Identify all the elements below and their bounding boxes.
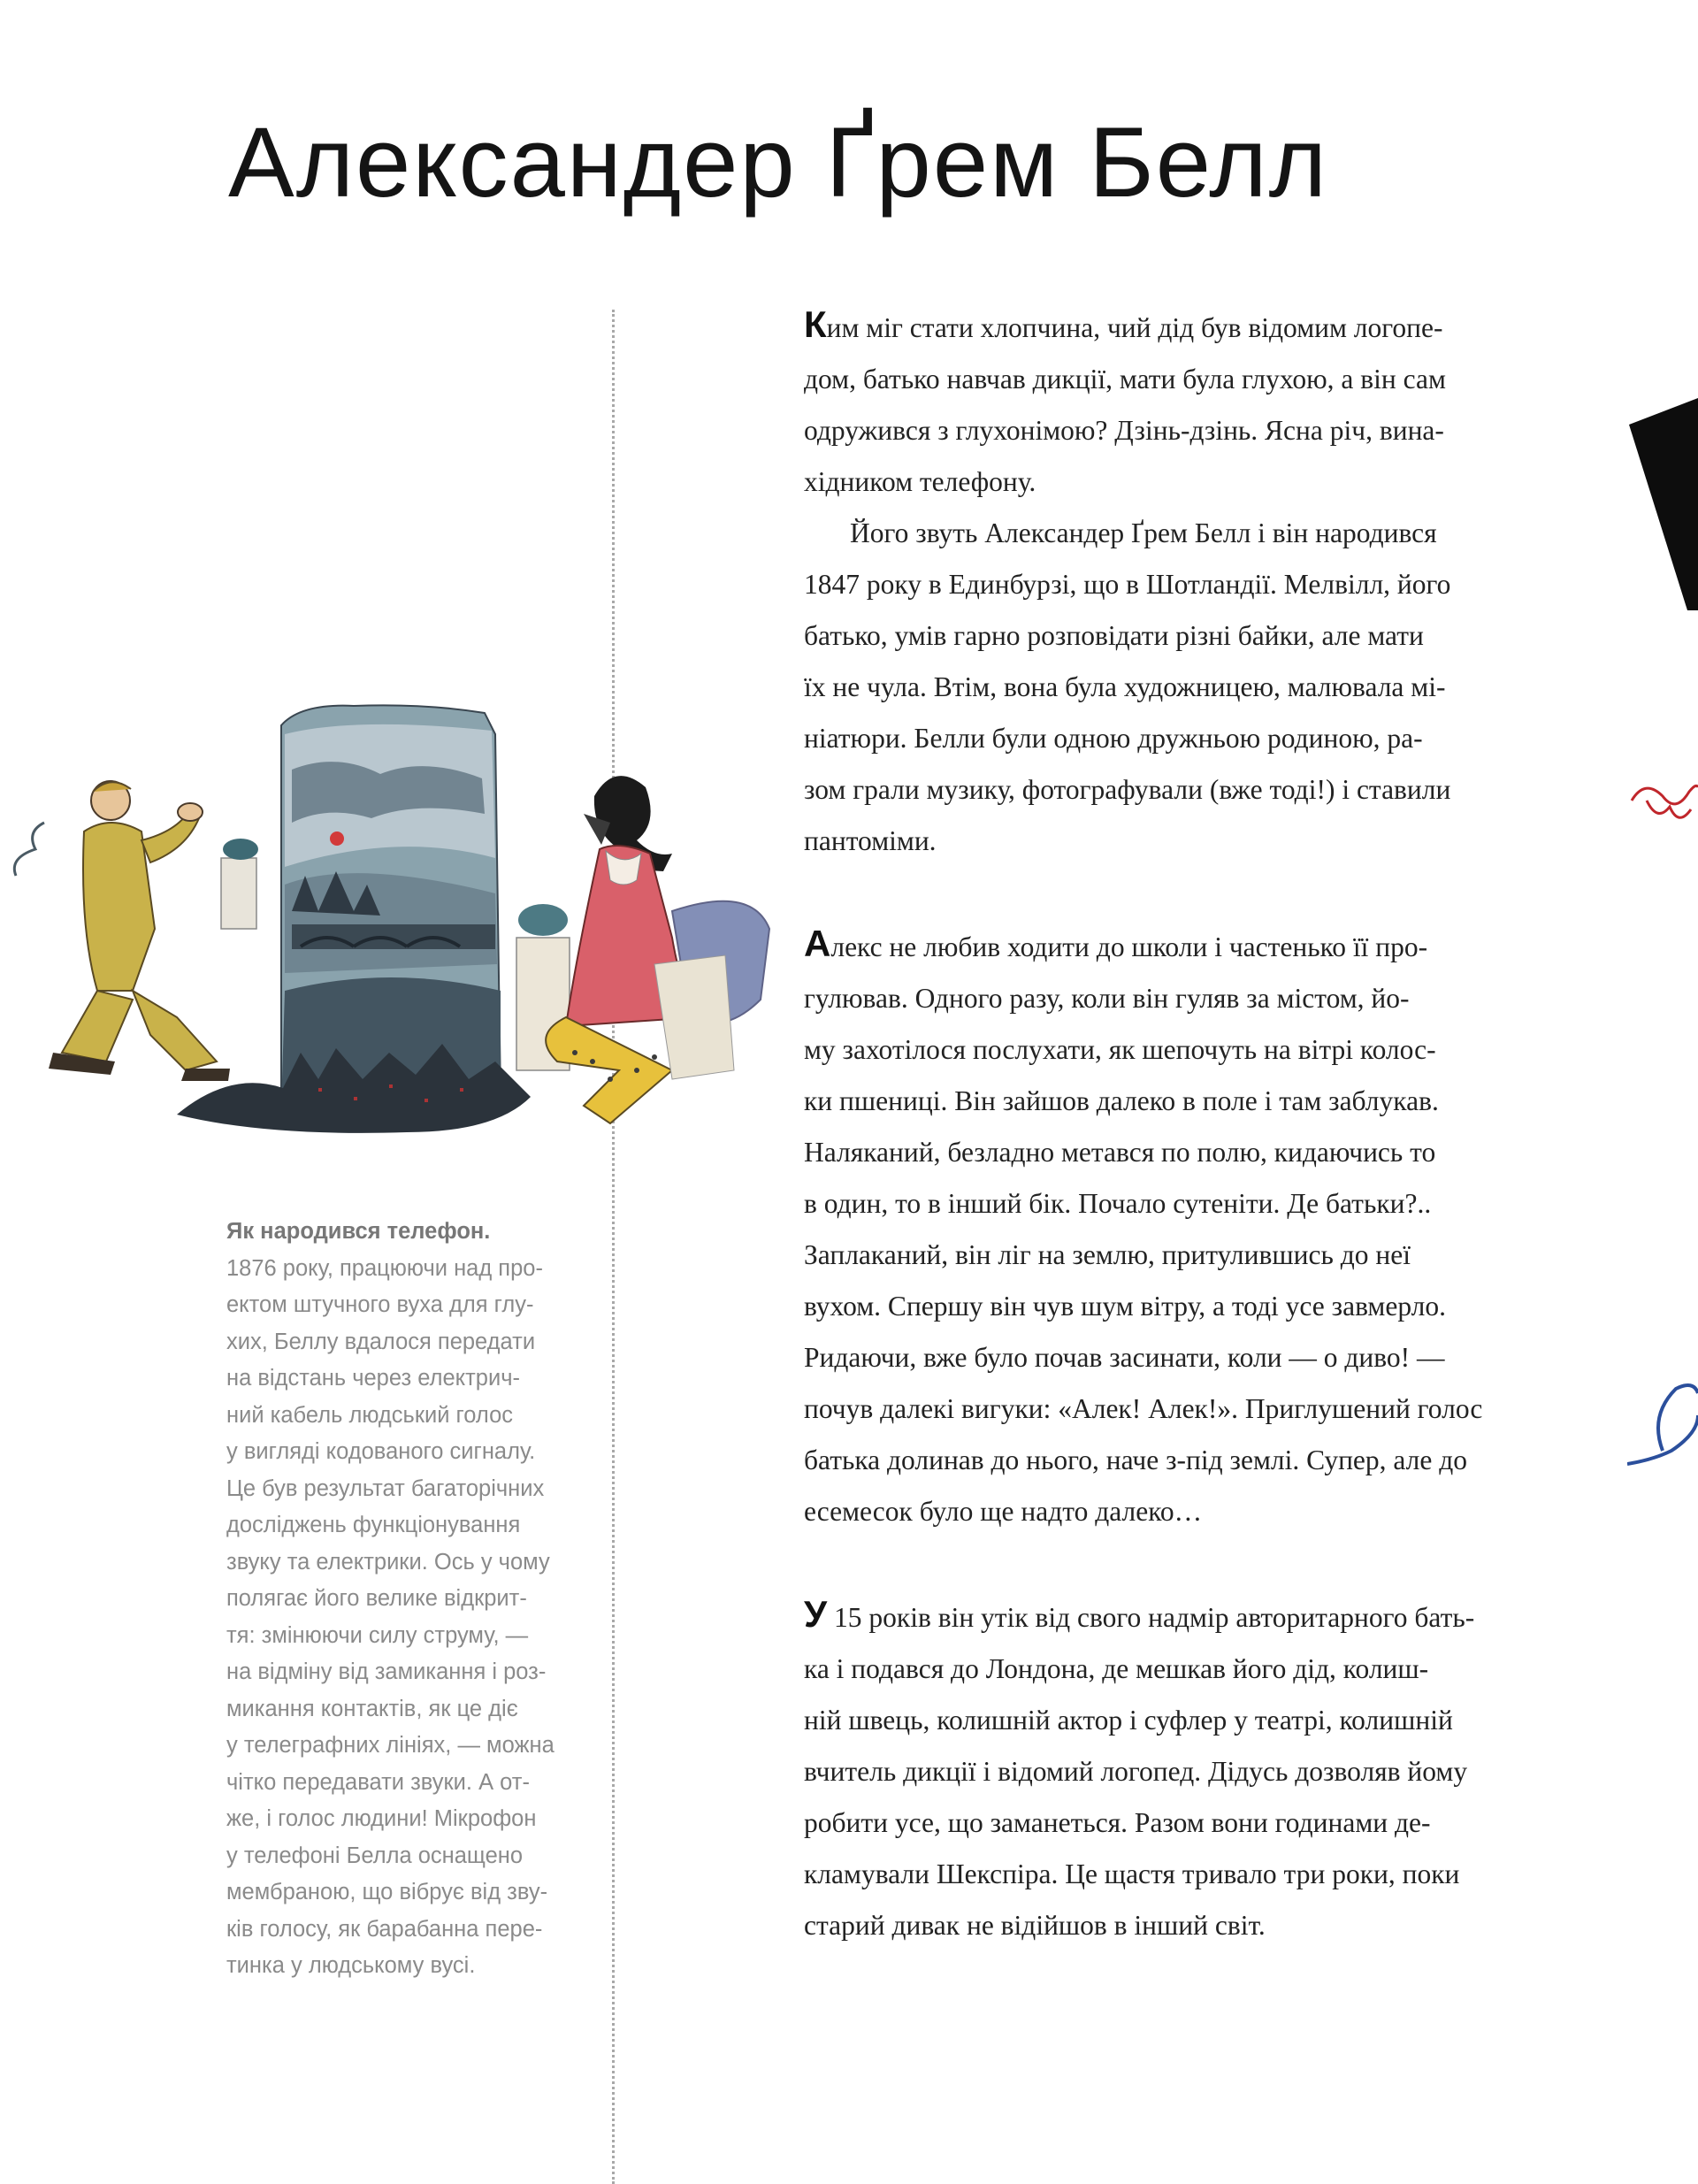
paragraph-line: ка і подався до Лондона, де мешкав його дід, колиш- [804, 1653, 1429, 1684]
drop-cap: А [804, 923, 831, 964]
caption-line: у вигляді кодованого сигналу. [226, 1439, 536, 1464]
paragraph-line: робити усе, що заманеться. Разом вони годинами де- [804, 1807, 1431, 1838]
caption-line: тинка у людському вусі. [226, 1953, 476, 1978]
paragraph-line: У 15 років він утік від свого надмір авторитарного бать- [804, 1593, 1475, 1635]
caption-line: ектом штучного вуха для глу- [226, 1292, 534, 1317]
caption-line: хих, Беллу вдалося передати [226, 1329, 536, 1354]
paragraph-line: батька долинав до нього, наче з-під землі. Супер, але до [804, 1445, 1468, 1475]
caption-line: же, і голос людини! Мікрофон [226, 1806, 537, 1831]
paragraph-line: Наляканий, безладно метався по полю, кидаючись то [804, 1137, 1436, 1168]
caption-line: у телеграфних лініях, — можна [226, 1733, 555, 1758]
caption-line: тя: змінюючи силу струму, — [226, 1622, 529, 1648]
article-body [804, 299, 1538, 1951]
paragraph-line: батько, умів гарно розповідати різні байки, але мати [804, 620, 1424, 651]
caption-line: ний кабель людський голос [226, 1402, 514, 1428]
caption-line: звуку та електрики. Ось у чому [226, 1549, 550, 1575]
paragraph-line: одружився з глухонімою? Дзінь-дзінь. Ясна річ, вина- [804, 415, 1444, 446]
caption-line: 1876 року, працюючи над про- [226, 1255, 543, 1281]
page-title: Александер Ґрем Белл [228, 107, 1328, 218]
paragraph-line: 1847 року в Единбурзі, що в Шотландії. Мелвілл, його [804, 569, 1451, 600]
paragraph-line: Заплаканий, він ліг на землю, притулившись до неї [804, 1239, 1411, 1270]
paragraph-line: старий дивак не відійшов в інший світ. [804, 1910, 1266, 1941]
drop-cap: У [804, 1593, 828, 1635]
paragraph-line: в один, то в інший бік. Почало сутеніти. Де батьки?.. [804, 1188, 1432, 1219]
paragraph-line: Алекс не любив ходити до школи і частенько її про- [804, 923, 1428, 964]
paragraph-line: Його звуть Александер Ґрем Белл і він народився [850, 517, 1437, 548]
paragraph-4 [804, 1589, 1538, 1951]
caption-line: на відміну від замикання і роз- [226, 1659, 547, 1684]
paragraph-line: ніатюри. Белли були одною дружньою родиною, ра- [804, 723, 1423, 754]
caption-line: полягає його велике відкрит- [226, 1586, 527, 1611]
edge-decoration [1627, 0, 1698, 2184]
caption-line: микання контактів, як це діє [226, 1696, 518, 1721]
paragraph-2 [804, 508, 1538, 867]
paragraph-line: вчитель дикції і відомий логопед. Дідусь дозволяв йому [804, 1756, 1468, 1787]
paragraph-1 [804, 299, 1538, 508]
paragraph-line: зом грали музику, фотографували (вже тоді!) і ставили [804, 774, 1451, 805]
telephone-illustration [0, 699, 778, 1168]
drop-cap: К [804, 303, 827, 345]
paragraph-line: гулював. Одного разу, коли він гуляв за містом, йо- [804, 983, 1410, 1014]
paragraph-line: Ридаючи, вже було почав засинати, коли — о диво! — [804, 1342, 1445, 1373]
paragraph-line: есемесок було ще надто далеко… [804, 1496, 1203, 1527]
paragraph-line: пантоміми. [804, 825, 937, 856]
paragraph-line: ній швець, колишній актор і суфлер у театрі, колишній [804, 1705, 1453, 1736]
paragraph-line: дом, батько навчав дикції, мати була глухою, а він сам [804, 364, 1446, 395]
column-divider [612, 310, 615, 2184]
caption-line: ків голосу, як барабанна пере- [226, 1916, 543, 1942]
paragraph-line: почув далекі вигуки: «Алек! Алек!». Приглушений голос [804, 1393, 1483, 1424]
paragraph-line: їх не чула. Втім, вона була художницею, малювала мі- [804, 671, 1446, 702]
caption-line: досліджень функціонування [226, 1513, 521, 1537]
paragraph-line: кламували Шекспіра. Це щастя тривало три роки, поки [804, 1858, 1460, 1889]
caption-line: мембраною, що вібрує від зву- [226, 1880, 548, 1904]
caption-line: у телефоні Белла оснащено [226, 1843, 524, 1868]
illustration-caption [226, 1214, 585, 1985]
caption-line: Це був результат багаторічних [226, 1475, 545, 1501]
paragraph-3 [804, 918, 1538, 1537]
paragraph-line: Ким міг стати хлопчина, чий дід був відомим логопе- [804, 303, 1443, 345]
paragraph-line: хідником телефону. [804, 466, 1036, 497]
caption-title: Як народився телефон. [226, 1219, 491, 1244]
caption-line: на відстань через електрич- [226, 1366, 520, 1391]
paragraph-line: ки пшениці. Він зайшов далеко в поле і там заблукав. [804, 1085, 1439, 1116]
caption-line: чітко передавати звуки. А от- [226, 1769, 530, 1795]
paragraph-line: му захотілося послухати, як шепочуть на вітрі колос- [804, 1034, 1436, 1065]
paragraph-line: вухом. Спершу він чув шум вітру, а тоді усе завмерло. [804, 1291, 1446, 1322]
